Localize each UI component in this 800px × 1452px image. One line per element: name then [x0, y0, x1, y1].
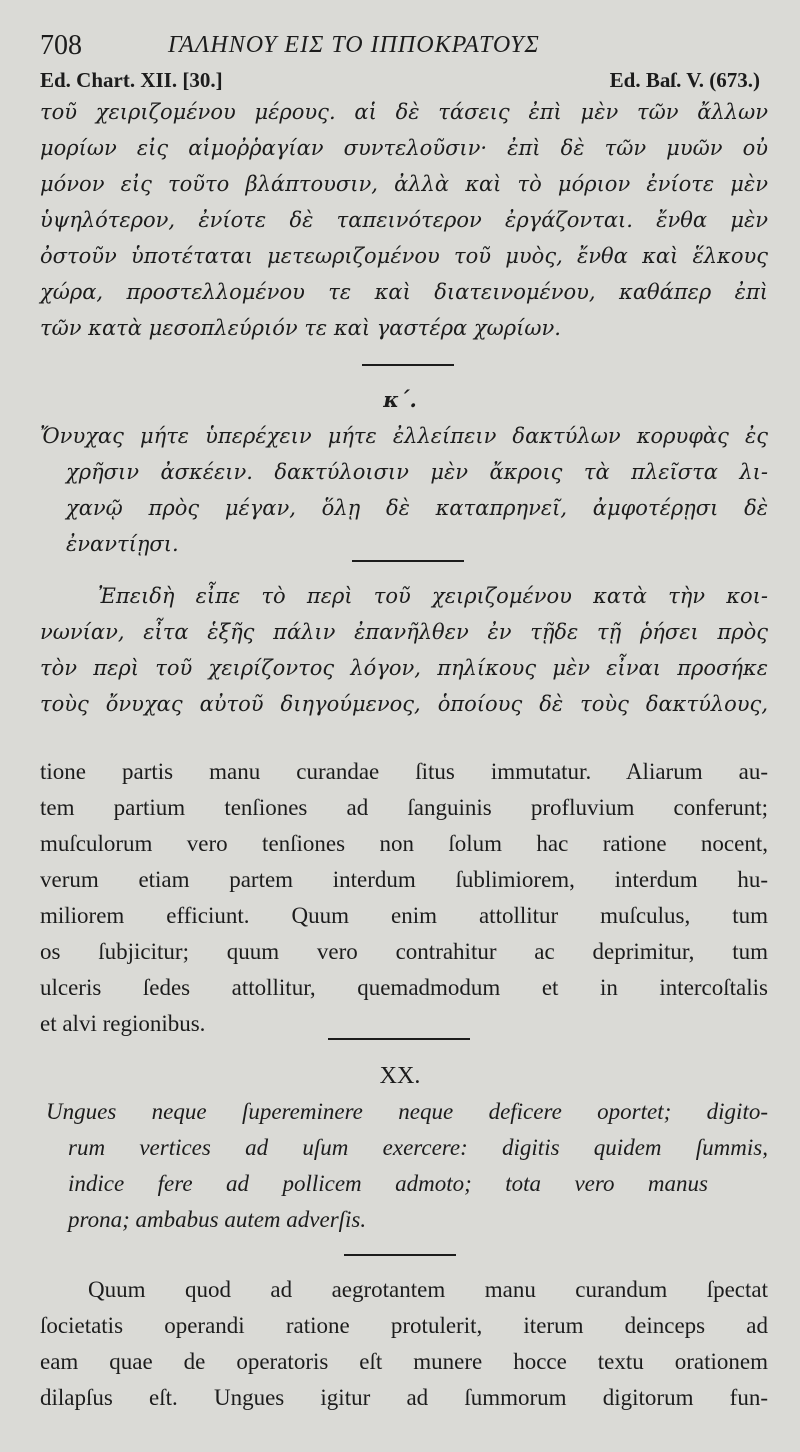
text-line: χανῷ πρὸς μέγαν, ὅλῃ δὲ καταπρηνεῖ, ἀμφοτέρῃσι δὲ — [66, 496, 768, 520]
text-line: Quum quod ad aegrotantem manu curandum ſpectat — [88, 1277, 768, 1302]
text-line: χώρα, προστελλομένου τε καὶ διατεινομένου, καθάπερ ἐπὶ — [40, 280, 768, 304]
text-line: ὀστοῦν ὑποτέταται μετεωριζομένου τοῦ μυὸς, ἔνθα καὶ ἕλκους — [40, 244, 768, 268]
latin-lemma — [40, 1094, 768, 1238]
text-line: tem partium tenſiones ad ſanguinis profluvium conferunt; — [40, 795, 768, 820]
text-line: miliorem efficiunt. Quum enim attollitur muſculus, tum — [40, 903, 768, 928]
greek-section-number: κ΄. — [383, 387, 417, 412]
section-divider — [344, 1254, 456, 1256]
text-line: os ſubjicitur; quum vero contrahitur ac deprimitur, tum — [40, 939, 768, 964]
text-line: indice fere ad pollicem admoto; tota vero manus — [68, 1171, 708, 1196]
text-line: dilapſus eſt. Ungues igitur ad ſummorum digitorum fun- — [40, 1385, 768, 1410]
greek-paragraph — [40, 94, 768, 346]
text-line: ὑψηλότερον, ἐνίοτε δὲ ταπεινότερον ἐργάζονται. ἔνθα μὲν — [40, 208, 768, 232]
page-number: 708 — [40, 30, 82, 61]
text-line: τοῦ χειριζομένου μέρους. αἱ δὲ τάσεις ἐπὶ μὲν τῶν ἄλλων — [40, 100, 768, 124]
text-line: et alvi regionibus. — [40, 1011, 206, 1036]
text-line: Ungues neque ſupereminere neque deficere oportet; digito- — [46, 1099, 768, 1124]
text-line: χρῆσιν ἀσκέειν. δακτύλοισιν μὲν ἄκροις τὰ πλεῖστα λι- — [66, 460, 768, 484]
text-line: verum etiam partem interdum ſublimiorem, interdum hu- — [40, 867, 768, 892]
greek-commentary — [40, 578, 768, 722]
text-line: eam quae de operatoris eſt munere hocce textu orationem — [40, 1349, 768, 1374]
latin-paragraph — [40, 754, 768, 1042]
text-line: Ὄνυχας μήτε ὑπερέχειν μήτε ἐλλείπειν δακτύλων κορυφὰς ἐς — [40, 424, 768, 448]
text-line: ſocietatis operandi ratione protulerit, iterum deinceps ad — [40, 1313, 768, 1338]
latin-section-number: XX. — [379, 1063, 421, 1089]
section-divider — [328, 1038, 470, 1040]
text-line: νωνίαν, εἶτα ἑξῆς πάλιν ἐπανῆλθεν ἐν τῇδε τῇ ῥήσει πρὸς — [40, 620, 768, 644]
text-line: muſculorum vero tenſiones non ſolum hac ratione nocent, — [40, 831, 768, 856]
text-line: μόνον εἰς τοῦτο βλάπτουσιν, ἀλλὰ καὶ τὸ μόριον ἐνίοτε μὲν — [40, 172, 768, 196]
section-divider — [352, 560, 464, 562]
text-line: Ἐπειδὴ εἶπε τὸ περὶ τοῦ χειριζομένου κατὰ τὴν κοι- — [98, 584, 768, 608]
latin-commentary — [40, 1272, 768, 1416]
text-line: rum vertices ad uſum exercere: digitis quidem ſummis, — [68, 1135, 768, 1160]
text-line: τὸν περὶ τοῦ χειρίζοντος λόγον, πηλίκους μὲν εἶναι προσήκε — [40, 656, 768, 680]
section-divider — [362, 364, 454, 366]
text-line: ulceris ſedes attollitur, quemadmodum et in intercoſtalis — [40, 975, 768, 1000]
text-line: ἐναντίῃσι. — [66, 532, 179, 556]
greek-lemma — [40, 418, 768, 562]
edition-reference-left: Ed. Chart. XII. [30.] — [40, 68, 223, 92]
text-line: tione partis manu curandae ſitus immutatur. Aliarum au- — [40, 759, 768, 784]
text-line: prona; ambabus autem adverſis. — [68, 1207, 367, 1232]
text-line: μορίων εἰς αἱμοῤῥαγίαν συντελοῦσιν· ἐπὶ δὲ τῶν μυῶν οὐ — [40, 136, 768, 160]
running-title: ΓΑΛΗΝΟΥ ΕΙΣ ΤΟ ΙΠΠΟΚΡΑΤΟΥΣ — [168, 32, 540, 58]
edition-reference-right: Ed. Baſ. V. (673.) — [609, 68, 760, 92]
text-line: τοὺς ὄνυχας αὐτοῦ διηγούμενος, ὁποίους δὲ τοὺς δακτύλους, — [40, 692, 768, 716]
text-line: τῶν κατὰ μεσοπλεύριόν τε καὶ γαστέρα χωρίων. — [40, 316, 561, 340]
